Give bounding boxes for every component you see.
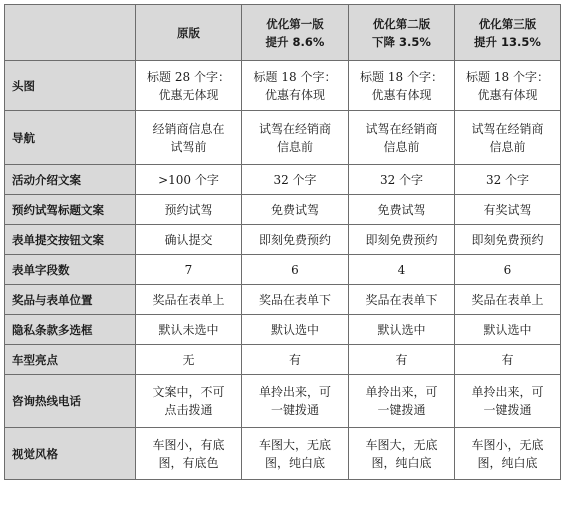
- table-row: [5, 255, 561, 285]
- table-row: [5, 111, 561, 165]
- cell-line: 6: [503, 262, 512, 277]
- cell-line: 奖品在表单下: [258, 292, 331, 307]
- cell-line: 点击拨通: [164, 403, 213, 417]
- table-body: [5, 61, 561, 480]
- cell-line: 图，有底色: [158, 455, 219, 470]
- row-header: 奖品与表单位置: [5, 285, 136, 315]
- cell-v1: [242, 428, 349, 480]
- cell-line: 免费试驾: [270, 202, 319, 217]
- cell-v2: [349, 375, 455, 428]
- cell-v1: [242, 315, 349, 345]
- cell-line: 试驾在经销商: [471, 121, 544, 136]
- row-header: 咨询热线电话: [5, 375, 136, 428]
- table-row: [5, 375, 561, 428]
- table-row: [5, 165, 561, 195]
- row-header: 表单提交按钮文案: [5, 225, 136, 255]
- cell-v2: [349, 225, 455, 255]
- cell-line: 经销商信息在: [152, 121, 225, 136]
- col-header-v1-result: 提升 8.6%: [265, 34, 325, 49]
- cell-line: 有: [501, 352, 514, 367]
- cell-line: >100 个字: [158, 172, 219, 187]
- cell-line: 图，纯白底: [477, 455, 538, 470]
- cell-v2: [349, 61, 455, 111]
- cell-v1: [242, 195, 349, 225]
- cell-line: 无: [182, 352, 195, 367]
- cell-line: 优惠无体现: [158, 87, 219, 102]
- row-header: 视觉风格: [5, 428, 136, 480]
- table-row: [5, 61, 561, 111]
- cell-line: 确认提交: [164, 232, 213, 247]
- cell-line: 32 个字: [379, 172, 424, 187]
- cell-line: 优惠有体现: [264, 87, 325, 102]
- cell-v2: [349, 428, 455, 480]
- cell-v3: [455, 61, 561, 111]
- cell-line: 即刻免费预约: [471, 232, 544, 247]
- table-row: [5, 345, 561, 375]
- cell-line: 标题 18 个字：: [360, 69, 443, 84]
- cell-v1: [242, 285, 349, 315]
- table-row: [5, 285, 561, 315]
- col-header-v1: [242, 5, 349, 61]
- cell-v3: [455, 165, 561, 195]
- cell-line: 图，纯白底: [371, 455, 432, 470]
- cell-original: [136, 428, 242, 480]
- cell-line: 标题 18 个字：: [466, 69, 549, 84]
- cell-line: 一键拨通: [377, 403, 426, 417]
- cell-line: 文案中，不可: [152, 385, 225, 399]
- cell-line: 信息前: [383, 139, 420, 154]
- row-header: 预约试驾标题文案: [5, 195, 136, 225]
- cell-line: 试驾在经销商: [365, 121, 438, 136]
- cell-line: 图，纯白底: [264, 455, 325, 470]
- table-row: [5, 195, 561, 225]
- cell-v1: [242, 255, 349, 285]
- col-header-v2: [349, 5, 455, 61]
- cell-line: 试驾前: [170, 139, 207, 154]
- cell-v3: [455, 428, 561, 480]
- cell-line: 车图小，有底: [152, 437, 225, 452]
- cell-line: 奖品在表单下: [365, 292, 438, 307]
- cell-v3: [455, 315, 561, 345]
- cell-line: 信息前: [276, 139, 313, 154]
- cell-v1: [242, 111, 349, 165]
- cell-line: 默认未选中: [158, 322, 219, 337]
- cell-line: 标题 28 个字：: [147, 69, 230, 84]
- cell-line: 优惠有体现: [371, 87, 432, 102]
- cell-v3: [455, 225, 561, 255]
- cell-line: 单拎出来，可: [258, 385, 331, 399]
- comparison-table: [4, 4, 561, 480]
- cell-v2: [349, 285, 455, 315]
- cell-line: 奖品在表单上: [152, 292, 225, 307]
- cell-line: 默认选中: [483, 322, 532, 337]
- col-header-original: 原版: [136, 5, 242, 61]
- row-header: 隐私条款多选框: [5, 315, 136, 345]
- cell-line: 车图小，无底: [471, 437, 544, 452]
- corner-cell: [5, 5, 136, 61]
- cell-v2: [349, 345, 455, 375]
- cell-v2: [349, 165, 455, 195]
- col-header-v3-title: 优化第三版: [478, 16, 537, 31]
- cell-v1: [242, 225, 349, 255]
- cell-line: 32 个字: [273, 172, 317, 187]
- row-header: 活动介绍文案: [5, 165, 136, 195]
- cell-v1: [242, 375, 349, 428]
- table-row: [5, 225, 561, 255]
- table-row: [5, 315, 561, 345]
- cell-line: 6: [291, 262, 299, 277]
- cell-line: 车图大，无底: [365, 437, 438, 452]
- cell-original: [136, 345, 242, 375]
- cell-line: 有奖试驾: [483, 202, 532, 217]
- col-header-v1-title: 优化第一版: [266, 16, 324, 31]
- col-header-v3: [455, 5, 561, 61]
- cell-line: 即刻免费预约: [258, 232, 331, 247]
- cell-v3: [455, 255, 561, 285]
- cell-v3: [455, 345, 561, 375]
- cell-v3: [455, 285, 561, 315]
- row-header: 车型亮点: [5, 345, 136, 375]
- table-row: [5, 428, 561, 480]
- cell-v3: [455, 195, 561, 225]
- cell-line: 优惠有体现: [477, 87, 538, 102]
- cell-original: [136, 285, 242, 315]
- cell-line: 即刻免费预约: [365, 232, 438, 247]
- cell-line: 车图大，无底: [258, 437, 331, 452]
- cell-line: 4: [397, 262, 406, 277]
- header-row: [5, 5, 561, 61]
- row-header: 表单字段数: [5, 255, 136, 285]
- cell-v2: [349, 111, 455, 165]
- cell-line: 试驾在经销商: [258, 121, 331, 136]
- row-header: 头图: [5, 61, 136, 111]
- cell-line: 奖品在表单上: [471, 292, 544, 307]
- cell-original: [136, 111, 242, 165]
- cell-line: 默认选中: [377, 322, 426, 337]
- cell-v1: [242, 61, 349, 111]
- cell-v1: [242, 345, 349, 375]
- cell-line: 标题 18 个字：: [253, 69, 337, 84]
- cell-original: [136, 225, 242, 255]
- cell-original: [136, 195, 242, 225]
- cell-line: 预约试驾: [164, 202, 213, 217]
- cell-v1: [242, 165, 349, 195]
- col-header-v2-title: 优化第二版: [372, 16, 431, 31]
- cell-line: 默认选中: [270, 322, 319, 337]
- cell-v2: [349, 315, 455, 345]
- cell-line: 免费试驾: [377, 202, 426, 217]
- cell-original: [136, 315, 242, 345]
- cell-line: 单拎出来，可: [365, 385, 438, 399]
- col-header-v2-result: 下降 3.5%: [372, 34, 431, 49]
- cell-v2: [349, 195, 455, 225]
- cell-line: 单拎出来，可: [471, 385, 544, 399]
- cell-original: [136, 165, 242, 195]
- row-header: 导航: [5, 111, 136, 165]
- col-header-v3-result: 提升 13.5%: [474, 34, 541, 49]
- cell-line: 信息前: [489, 139, 526, 154]
- cell-line: 32 个字: [485, 172, 530, 187]
- cell-line: 一键拨通: [270, 403, 319, 417]
- cell-original: [136, 61, 242, 111]
- cell-line: 有: [288, 352, 301, 367]
- cell-original: [136, 255, 242, 285]
- cell-line: 7: [184, 262, 193, 277]
- cell-line: 一键拨通: [483, 403, 532, 417]
- cell-original: [136, 375, 242, 428]
- cell-v3: [455, 111, 561, 165]
- cell-line: 有: [395, 352, 408, 367]
- cell-v2: [349, 255, 455, 285]
- cell-v3: [455, 375, 561, 428]
